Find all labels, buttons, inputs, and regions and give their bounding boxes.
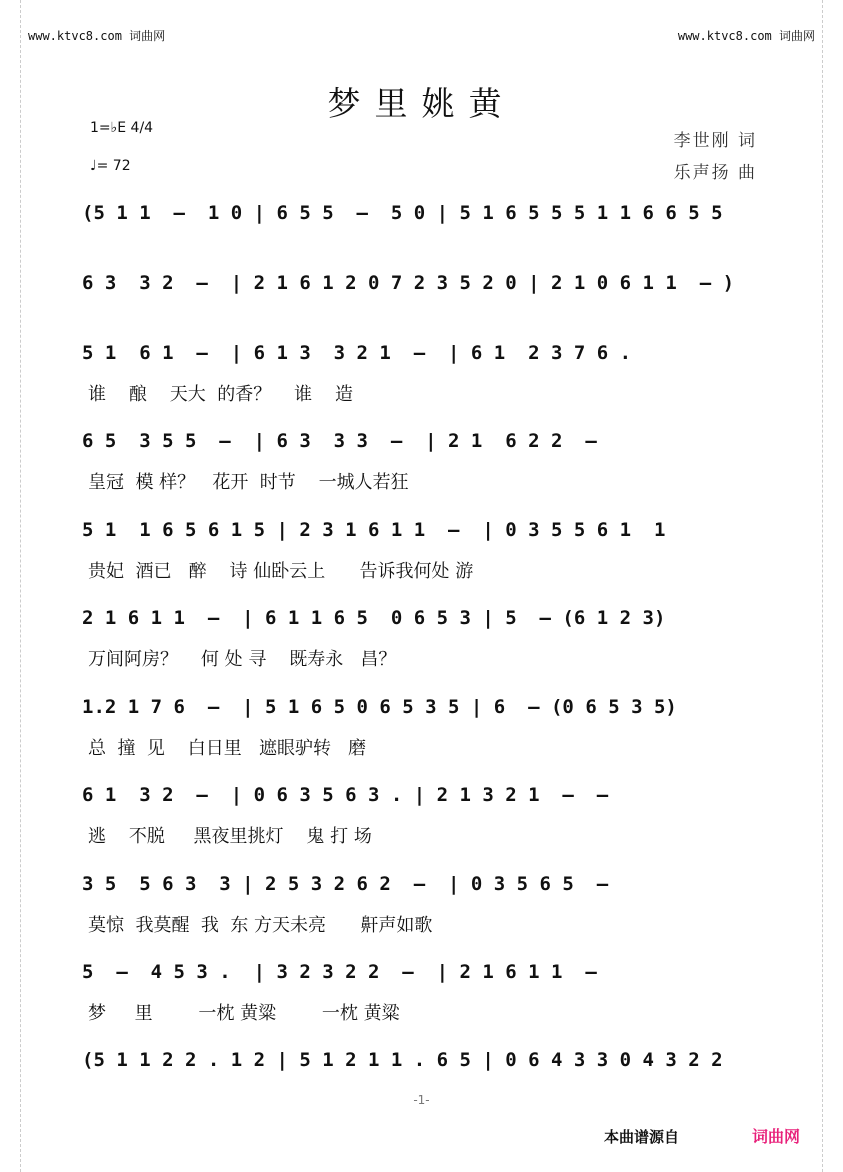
brand-logo-text[interactable]: 词曲网 — [752, 1127, 801, 1146]
lyric-line: 梦 里 一枕 黄粱 一枕 黄粱 — [88, 1003, 400, 1024]
notation-line: (5 1 1 – 1 0 | 6 5 5 – 5 0 | 5 1 6 5 5 5 1 1 6 6 5 5 — [82, 202, 723, 224]
lyric-line: 贵妃 酒已 醉 诗 仙卧云上 告诉我何处 游 — [88, 561, 474, 582]
composer-credit: 乐声扬 曲 — [673, 163, 757, 183]
lyric-line: 总 撞 见 白日里 遮眼驴转 磨 — [88, 738, 367, 759]
source-label: 本曲谱源自 — [604, 1128, 680, 1146]
lyric-line: 万间阿房？ 何 处 寻 既寿永 昌？ — [88, 649, 397, 670]
lyric-line: 莫惊 我莫醒 我 东 方天未亮 鼾声如歌 — [88, 915, 433, 936]
notation-line: 6 1 3 2 – | 0 6 3 5 6 3 . | 2 1 3 2 1 – – — [82, 784, 609, 806]
notation-line: 5 1 6 1 – | 6 1 3 3 2 1 – | 6 1 2 3 7 6 . — [82, 342, 632, 364]
lyric-line: 谁 酿 天大 的香？ 谁 造 — [88, 384, 353, 405]
key-signature: 1=♭E 4/4 — [90, 120, 154, 136]
site-url-left[interactable]: www.ktvc8.com 词曲网 — [28, 29, 166, 43]
notation-line: 2 1 6 1 1 – | 6 1 1 6 5 0 6 5 3 | 5 – (6 1 2 3) — [82, 607, 666, 629]
notation-line: 5 – 4 5 3 . | 3 2 3 2 2 – | 2 1 6 1 1 – — [82, 961, 597, 983]
notation-line: 5 1 1 6 5 6 1 5 | 2 3 1 6 1 1 – | 0 3 5 5 6 1 1 — [82, 519, 666, 541]
tempo-marking: ♩= 72 — [90, 158, 131, 174]
notation-line: 1.2 1 7 6 – | 5 1 6 5 0 6 5 3 5 | 6 – (0 6 5 3 5) — [82, 696, 677, 718]
notation-line: 6 5 3 5 5 – | 6 3 3 3 – | 2 1 6 2 2 – — [82, 430, 597, 452]
right-watermark-strip — [822, 0, 843, 1172]
site-url-right[interactable]: www.ktvc8.com 词曲网 — [677, 29, 815, 43]
lyric-line: 逃 不脱 黑夜里挑灯 鬼 打 场 — [88, 826, 372, 847]
lyricist-credit: 李世刚 词 — [673, 131, 757, 151]
page-number: -1- — [413, 1093, 430, 1107]
song-title: 梦里姚黄 — [327, 84, 516, 123]
notation-line: (5 1 1 2 2 . 1 2 | 5 1 2 1 1 . 6 5 | 0 6 4 3 3 0 4 3 2 2 — [82, 1049, 723, 1071]
lyric-line: 皇冠 模 样？ 花开 时节 一城人若狂 — [88, 472, 409, 493]
notation-line: 3 5 5 6 3 3 | 2 5 3 2 6 2 – | 0 3 5 6 5 – — [82, 873, 609, 895]
left-watermark-strip — [0, 0, 21, 1172]
notation-line: 6 3 3 2 – | 2 1 6 1 2 0 7 2 3 5 2 0 | 2 1 0 6 1 1 – ) — [82, 272, 735, 294]
